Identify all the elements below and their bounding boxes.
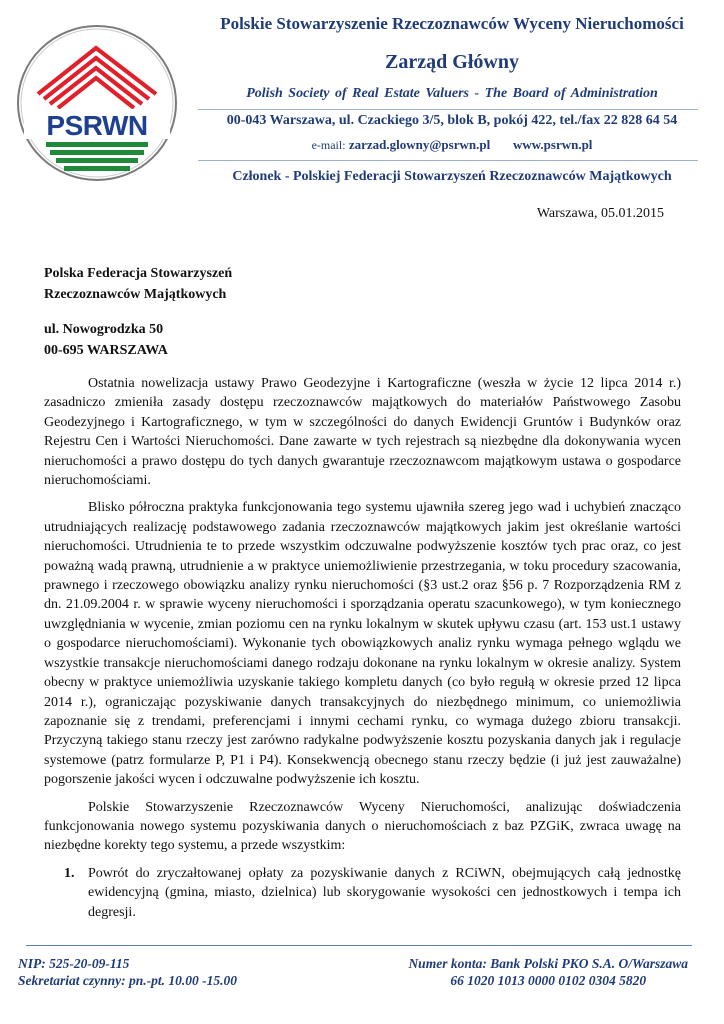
recipient-block [44,263,232,361]
list-item-text: Powrót do zryczałtowanej opłaty za pozyskiwanie danych z RCiWN, obejmujących całą jednostkę ewidencyjną (gmina, miasto, dzielnica) lub skorygowanie wysokości cen jednostkowych i tempa ich degresji. [88,865,681,920]
psrwn-logo [16,24,178,182]
paragraph: Blisko półroczna praktyka funkcjonowania tego systemu ujawniła szereg jego wad i uchybień znacząco utrudniających realizację podstawowego zadania rzeczoznawców majątkowych jakim jest określanie wartości nieruchomości. Utrudnienia te to przede wszystkim odczuwalne podwyższenie kosztów tych prac oraz, co jest poważną wadą prawną, utrudnienie a w praktyce uniemożliwienie przestrzegania, w toku procedury szacowania, prawnego i rzeczowego obowiązku analizy rynku nieruchomości (§3 ust.2 oraz §56 p. 7 Rozporządzenia RM z dn. 21.09.2004 r. w sprawie wyceny nieruchomości i sporządzania operatu szacunkowego), w tym koniecznego uwzględniania w wycenie, zmian poziomu cen na rynku lokalnym w skutek upływu czasu (art. 153 ust.1 ustawy o gospodarce nieruchomościami). Wykonanie tych obowiązkowych analiz rynku wymaga pełnego wglądu we wszystkie transakcje nieruchomościami danego rodzaju dokonane na rynku lokalnym w okresie analizy. System obecny w praktyce uniemożliwia uzyskanie takiego kompletu danych (co było regułą w okresie przed 12 lipca 2014 r.), ograniczając pozyskiwanie danych transakcyjnych do niezbędnego minimum, co uniemożliwia zapoznanie się z trendami, preferencjami i innymi cechami rynku, co wymaga dużego zbioru transakcji. Przyczyną takiego stanu rzeczy jest zarówno radykalne podwyższenie kosztu pozyskania danych jak i regulacje systemowe (patrz formularze P, P1 i P4). Konsekwencją obecnego stanu rzeczy będzie (i już jest zauważalne) pogorszenie jakości wycen i odczuwalne podwyższenie ich kosztu. [44,500,681,788]
letter-date: Warszawa, 05.01.2015 [536,206,664,221]
website-link[interactable]: www.psrwn.pl [512,137,593,152]
footer-divider [26,945,692,946]
membership-line: Członek - Polskiej Federacji Stowarzyszeń Rzeczoznawców Majątkowych [232,169,672,184]
demands-list [44,864,681,922]
list-item [44,864,681,922]
recipient-city: 00-695 WARSZAWA [44,343,168,358]
logo-text: PSRWN [46,110,148,141]
office-hours: Sekretariat czynny: pn.-pt. 10.00 -15.00 [18,973,237,988]
recipient-name-line2: Rzeczoznawców Majątkowych [44,287,227,302]
paragraph: Polskie Stowarzyszenie Rzeczoznawców Wyceny Nieruchomości, analizując doświadczenia funkcjonowania nowego systemu pozyskiwania danych o nieruchomościach z baz PZGiK, zwraca uwagę na niezbędne korekty tego systemu, a przede wszystkim: [44,799,681,854]
nip: NIP: 525-20-09-115 [18,956,130,971]
footer-right [408,955,688,989]
organization-address: 00-043 Warszawa, ul. Czackiego 3/5, blok B, pokój 422, tel./fax 22 828 64 54 [226,113,678,128]
list-item-number: 1. [64,865,75,881]
letter-body [44,374,681,922]
footer-left [18,955,237,989]
bank-account-number: 66 1020 1013 0000 0102 0304 5820 [450,973,647,988]
letterhead [0,0,724,200]
header-divider-2 [198,160,698,161]
email-label: e-mail: [311,138,346,152]
recipient-name-line1: Polska Federacja Stowarzyszeń [44,266,233,281]
board-title: Zarząd Główny [385,51,519,73]
contact-line [180,137,724,153]
paragraph: Ostatnia nowelizacja ustawy Prawo Geodezyjne i Kartograficzne (weszła w życie 12 lipca 2014 r.) zasadniczo zmieniła zasady dostępu rzeczoznawców majątkowych do materiałów Państwowego Zasobu Geodezyjnego i Kartograficznego, w tym w szczególności do danych Ewidencji Gruntów i Budynków oraz Rejestru Cen i Wartości Nieruchomości. Dane zawarte w tych rejestrach są niezbędne dla dokonywania wycen nieruchomości a prawo dostępu do tych danych gwarantuje rzeczoznawcom majątkowym ustawa o gospodarce nieruchomościami. [44,376,681,489]
recipient-street: ul. Nowogrodzka 50 [44,322,164,337]
header-divider [198,109,698,110]
organization-title: Polskie Stowarzyszenie Rzeczoznawców Wyceny Nieruchomości [220,14,684,33]
board-title-english: Polish Society of Real Estate Valuers - The Board of Administration [246,86,658,101]
email-link[interactable]: zarzad.glowny@psrwn.pl [348,137,491,152]
bank-account-label: Numer konta: Bank Polski PKO S.A. O/Warszawa [408,956,688,971]
